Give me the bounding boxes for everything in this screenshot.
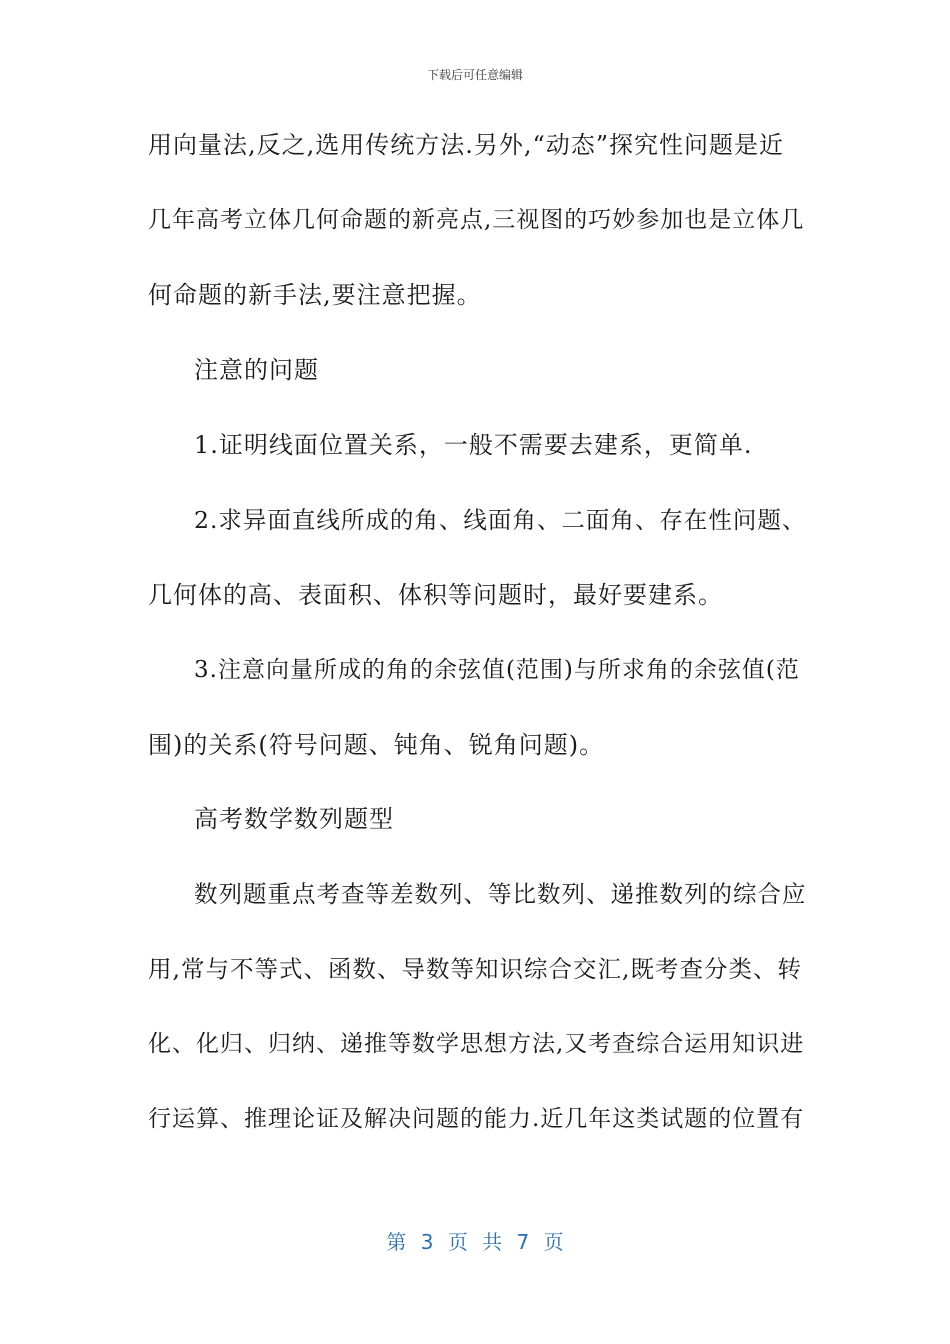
text-line: 数列题重点考查等差数列、等比数列、递推数列的综合应 [194, 880, 807, 908]
page-footer: 第 3 页 共 7 页 [386, 1230, 564, 1254]
list-item: 1.证明线面位置关系，一般不需要去建系，更简单. [194, 431, 753, 459]
list-item: 2.求异面直线所成的角、线面角、二面角、存在性问题、 [194, 506, 807, 534]
section-heading: 注意的问题 [194, 356, 319, 384]
text-line: 几年高考立体几何命题的新亮点,三视图的巧妙参加也是立体几 [148, 207, 805, 233]
text-line: 围)的关系(符号问题、钝角、锐角问题)。 [148, 731, 605, 759]
text-line: 何命题的新手法,要注意把握。 [148, 281, 482, 309]
text-line: 几何体的高、表面积、体积等问题时，最好要建系。 [148, 581, 723, 609]
section-heading: 高考数学数列题型 [194, 805, 394, 833]
text-line: 化、化归、归纳、递推等数学思想方法,又考查综合运用知识进 [148, 1031, 805, 1057]
text-line: 用向量法,反之,选用传统方法.另外,“动态”探究性问题是近 [148, 131, 785, 159]
page-header: 下载后可任意编辑 [426, 68, 523, 82]
list-item: 3.注意向量所成的角的余弦值(范围)与所求角的余弦值(范 [194, 657, 800, 683]
text-line: 行运算、推理论证及解决问题的能力.近几年这类试题的位置有 [148, 1106, 805, 1132]
text-line: 用,常与不等式、函数、导数等知识综合交汇,既考查分类、转 [148, 955, 802, 983]
